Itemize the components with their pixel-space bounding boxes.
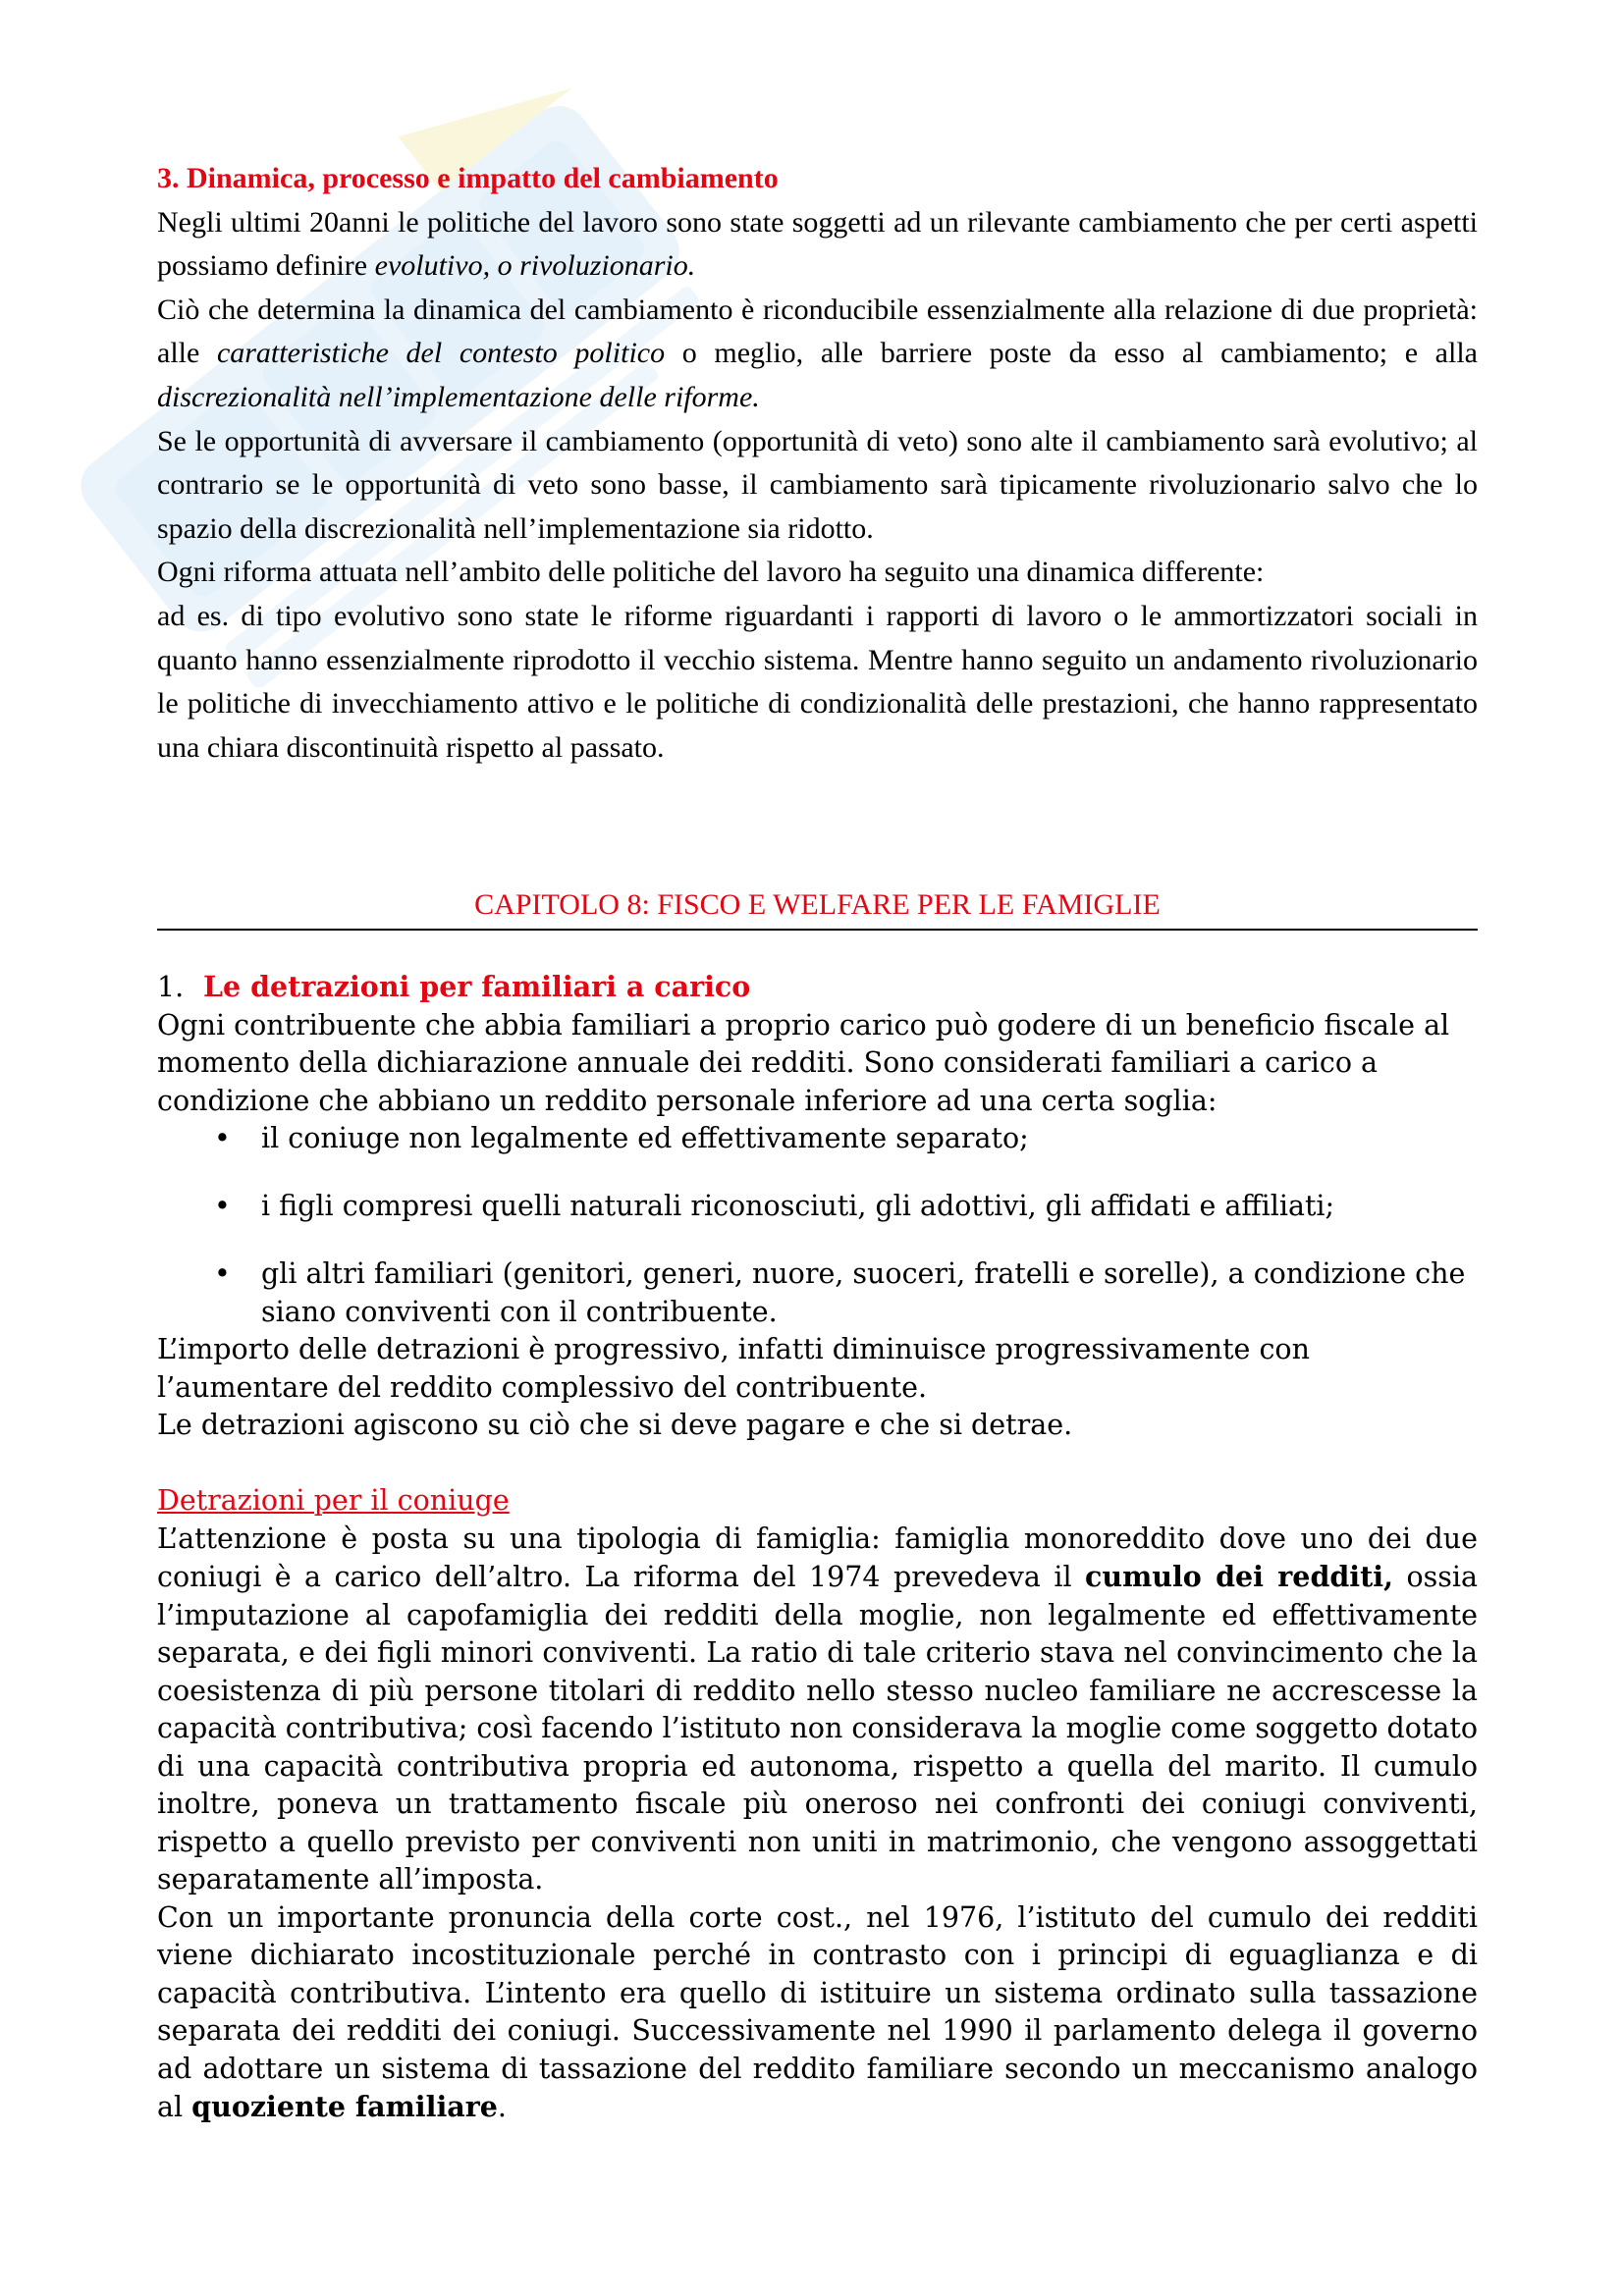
- list-item: [157, 1255, 1478, 1331]
- bold-text: quoziente familiare: [191, 2090, 498, 2123]
- text-run: Con un importante pronuncia della corte cost., nel 1976, l’istituto del cumulo dei redditi viene dichiarato incostituzionale perché in contrasto con i principi di eguaglianza e di capacità contributiva. L’intento era quello di istituire un sistema ordinato sulla tassazione separata dei redditi dei coniugi. Successivamente nel 1990 il parlamento delega il governo ad adottare un sistema di tassazione del reddito familiare secondo un meccanismo analogo al: [157, 1900, 1478, 2123]
- text-run: o meglio, alle barriere poste da esso al cambiamento; e alla: [665, 337, 1478, 370]
- paragraph: Se le opportunità di avversare il cambiamento (opportunità di veto) sono alte il cambiamento sarà evolutivo; al contrario se le opportunità di veto sono basse, il cambiamento sarà tipicamente rivoluzionario salvo che lo spazio della discrezionalità nell’implementazione sia ridotto.: [157, 424, 1478, 545]
- text-run: .: [497, 2091, 507, 2123]
- paragraph: Le detrazioni agiscono su ciò che si deve pagare e che si detrae.: [157, 1409, 1073, 1441]
- bold-text: cumulo dei redditi,: [1085, 1560, 1394, 1593]
- list-item-text: gli altri familiari (genitori, generi, nuore, suoceri, fratelli e sorelle), a condizione che siano conviventi con il contribuente.: [261, 1257, 1466, 1328]
- list-item: [157, 1120, 1478, 1158]
- text-run: Ciò che determina la dinamica del cambiamento è riconducibile essenzialmente alla relazione di due proprietà: alle: [157, 293, 1478, 370]
- heading-number: 1.: [157, 971, 185, 1003]
- italic-text: evolutivo, o rivoluzionario.: [374, 249, 696, 283]
- list-spacer: [157, 1226, 1478, 1256]
- list-item-text: i figli compresi quelli naturali riconosciuti, gli adottivi, gli affidati e affiliati;: [261, 1190, 1335, 1222]
- bullet-list: [157, 1120, 1478, 1331]
- bullet-icon: •: [214, 1257, 231, 1290]
- italic-text: discrezionalità nell’implementazione delle riforme.: [157, 380, 760, 413]
- paragraph: L’importo delle detrazioni è progressivo, infatti diminuisce progressivamente con l’aumentare del reddito complessivo del contribuente.: [157, 1333, 1310, 1404]
- bullet-icon: •: [214, 1122, 231, 1154]
- chapter-title: CAPITOLO 8: FISCO E WELFARE PER LE FAMIGLIE: [474, 888, 1161, 921]
- italic-text: caratteristiche del contesto politico: [216, 337, 666, 370]
- list-spacer: [157, 1158, 1478, 1189]
- text-run: ossia l’imputazione al capofamiglia dei redditi della moglie, non legalmente ed effettivamente separata, e dei figli minori conviventi. La ratio di tale criterio stava nel convincimento che la coesistenza di più persone titolari di reddito nello stesso nucleo familiare ne accrescesse la capacità contributiva; così facendo l’istituto non considerava la moglie come soggetto dotato di una capacità contributiva propria ed autonoma, rispetto a quella del marito. Il cumulo inoltre, poneva un trattamento fiscale più oneroso nei confronti dei coniugi conviventi, rispetto a quello previsto per conviventi non uniti in matrimonio, che vengono assoggettati separatamente all’imposta.: [157, 1561, 1479, 1896]
- paragraph: ad es. di tipo evolutivo sono state le riforme riguardanti i rapporti di lavoro o le ammortizzatori sociali in quanto hanno essenzialmente riprodotto il vecchio sistema. Mentre hanno seguito un andamento rivoluzionario le politiche di invecchiamento attivo e le politiche di condizionalità delle prestazioni, che hanno rappresentato una chiara discontinuità rispetto al passato.: [157, 599, 1478, 764]
- numbered-heading: [157, 968, 1478, 1007]
- spacer: [157, 1445, 1478, 1483]
- text-run: Negli ultimi 20anni le politiche del lavoro sono state soggetti ad un rilevante cambiamento che per certi aspetti possiamo definire: [157, 205, 1478, 283]
- bullet-icon: •: [214, 1190, 231, 1222]
- list-item: [157, 1188, 1478, 1226]
- paragraph: Ogni riforma attuata nell’ambito delle politiche del lavoro ha seguito una dinamica differente:: [157, 556, 1265, 589]
- section-detrazioni: [157, 968, 1478, 2127]
- paragraph: [157, 1521, 1478, 1899]
- section-dinamica: [157, 157, 1478, 770]
- section-heading: 3. Dinamica, processo e impatto del cambiamento: [157, 162, 779, 194]
- heading-text: Le detrazioni per familiari a carico: [203, 970, 751, 1003]
- subheading: Detrazioni per il coniuge: [157, 1484, 510, 1517]
- list-item-text: il coniuge non legalmente ed effettivamente separato;: [261, 1122, 1029, 1154]
- paragraph: [157, 201, 1478, 289]
- paragraph: [157, 289, 1478, 420]
- chapter-divider: [157, 929, 1478, 931]
- paragraph: Ogni contribuente che abbia familiari a proprio carico può godere di un beneficio fiscale al momento della dichiarazione annuale dei redditi. Sono considerati familiari a carico a condizione che abbiano un reddito personale inferiore ad una certa soglia:: [157, 1008, 1450, 1117]
- paragraph: [157, 1899, 1478, 2127]
- text-run: L’attenzione è posta su una tipologia di famiglia: famiglia monoreddito dove uno dei due coniugi è a carico dell’altro. La riforma del 1974 prevedeva il: [157, 1522, 1478, 1593]
